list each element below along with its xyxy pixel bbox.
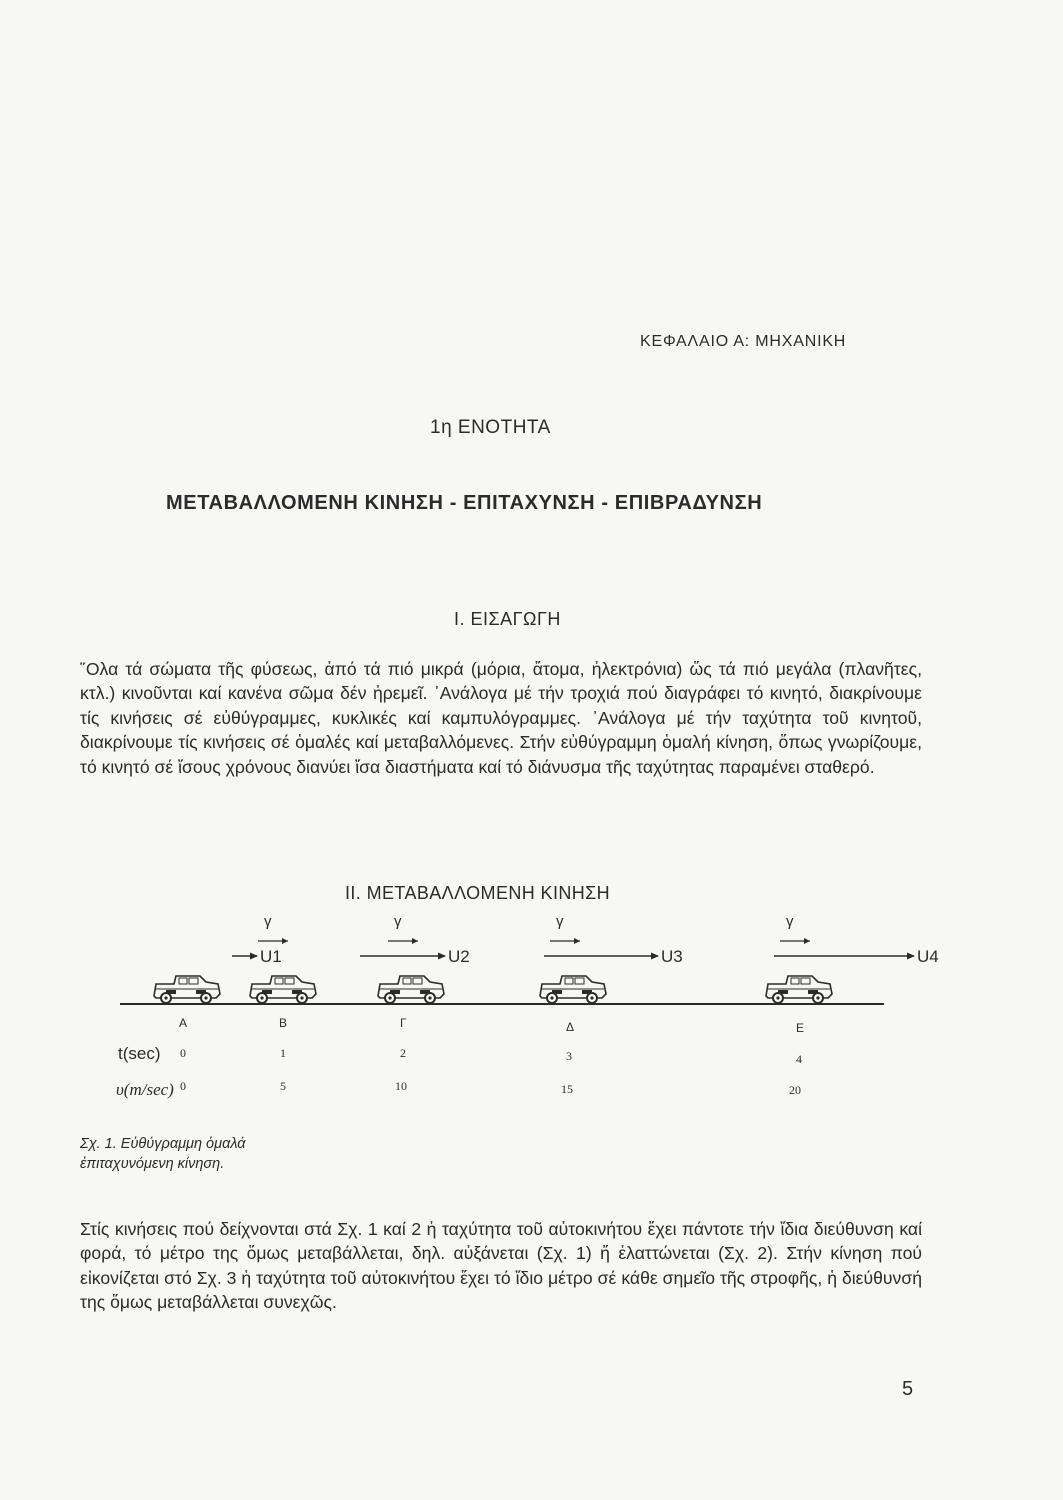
- point-label-e: Ε: [796, 1021, 805, 1035]
- t-value-1: 1: [280, 1046, 286, 1060]
- unit-heading: 1η ΕΝΟΤΗΤΑ: [430, 417, 551, 438]
- car-b: [250, 976, 316, 1003]
- section-2-heading: ΙΙ. ΜΕΤΑΒΑΛΛΟΜΕΝΗ ΚΙΝΗΣΗ: [345, 883, 611, 903]
- gamma-label-3: γ: [556, 913, 564, 930]
- t-value-2: 2: [400, 1046, 406, 1060]
- velocity-label-1: U1: [260, 947, 282, 966]
- t-axis-label: t(sec): [118, 1044, 161, 1063]
- closing-paragraph: [80, 1217, 922, 1315]
- closing-paragraph-text: Στίς κινήσεις πού δείχνονται στά Σχ. 1 καί 2 ἡ ταχύτητα τοῦ αὐτοκινήτου ἔχει πάντοτε τήν ἴδια διεύθυνση καί φορά, τό μέτρο της ὅμως μεταβάλλεται, δηλ. αὐξάνεται (Σχ. 1) ἤ ἐλαττώνεται (Σχ. 2). Στήν κίνηση πού εἰκονίζεται στό Σχ. 3 ἡ ταχύτητα τοῦ αὐτοκινήτου ἔχει τό ἴδιο μέτρο σέ κάθε σημεῖο τῆς στροφῆς, ἡ διεύθυνσή της ὅμως μεταβάλλεται συνεχῶς.: [80, 1219, 922, 1313]
- page-number: 5: [902, 1378, 914, 1400]
- t-value-0: 0: [180, 1046, 186, 1060]
- car-d: [540, 976, 606, 1003]
- v-value-2: 10: [395, 1079, 407, 1093]
- t-value-4: 4: [796, 1052, 802, 1066]
- page-title: ΜΕΤΑΒΑΛΛΟΜΕΝΗ ΚΙΝΗΣΗ - ΕΠΙΤΑΧΥΝΣΗ - ΕΠΙΒΡΑΔΥΝΣΗ: [166, 492, 763, 514]
- figure-caption: Σχ. 1. Εὐθύγραμμη ὁμαλά ἐπιταχυνόμενη κίνηση.: [80, 1136, 246, 1172]
- velocity-label-2: U2: [448, 947, 470, 966]
- car-a: [154, 976, 220, 1003]
- v-value-3: 15: [561, 1082, 573, 1096]
- v-axis-label: υ(m/sec): [116, 1080, 174, 1099]
- gamma-label-1: γ: [264, 913, 272, 930]
- section-1-heading: Ι. ΕΙΣΑΓΩΓΗ: [454, 609, 561, 629]
- car-c: [378, 976, 444, 1003]
- chapter-header: ΚΕΦΑΛΑΙΟ Α: ΜΗΧΑΝΙΚΗ: [640, 333, 847, 350]
- intro-paragraph-text: ῞Ολα τά σώματα τῆς φύσεως, ἀπό τά πιό μικρά (μόρια, ἄτομα, ἠλεκτρόνια) ὥς τά πιό μεγάλα (πλανῆτες, κτλ.) κινοῦνται καί κανένα σῶμα δέν ἠρεμεῖ. ᾿Ανάλογα μέ τήν τροχιά πού διαγράφει τό κινητό, διακρίνουμε τίς κινήσεις σέ εὐθύγραμμες, κυκλικές καί καμπυλόγραμμες. ᾿Ανάλογα μέ τήν ταχύτητα τοῦ κινητοῦ, διακρίνουμε τίς κινήσεις σέ ὁμαλές καί μεταβαλλόμενες. Στήν εὐθύγραμμη ὁμαλή κίνηση, ὅπως γνωρίζουμε, τό κινητό σέ ἴσους χρόνους διανύει ἴσα διαστήματα καί τό διάνυσμα τῆς ταχύτητας παραμένει σταθερό.: [80, 659, 922, 777]
- v-value-4: 20: [789, 1083, 801, 1097]
- point-label-a: Α: [179, 1016, 188, 1030]
- t-value-3: 3: [566, 1049, 572, 1063]
- v-value-0: 0: [180, 1079, 186, 1093]
- car-e: [766, 976, 832, 1003]
- point-label-b: Β: [279, 1016, 288, 1030]
- v-value-1: 5: [280, 1079, 286, 1093]
- velocity-label-3: U3: [661, 947, 683, 966]
- point-label-d: Δ: [566, 1020, 575, 1034]
- gamma-label-4: γ: [786, 913, 794, 930]
- gamma-label-2: γ: [394, 913, 402, 930]
- point-label-c: Γ: [400, 1016, 407, 1030]
- velocity-label-4: U4: [917, 947, 939, 966]
